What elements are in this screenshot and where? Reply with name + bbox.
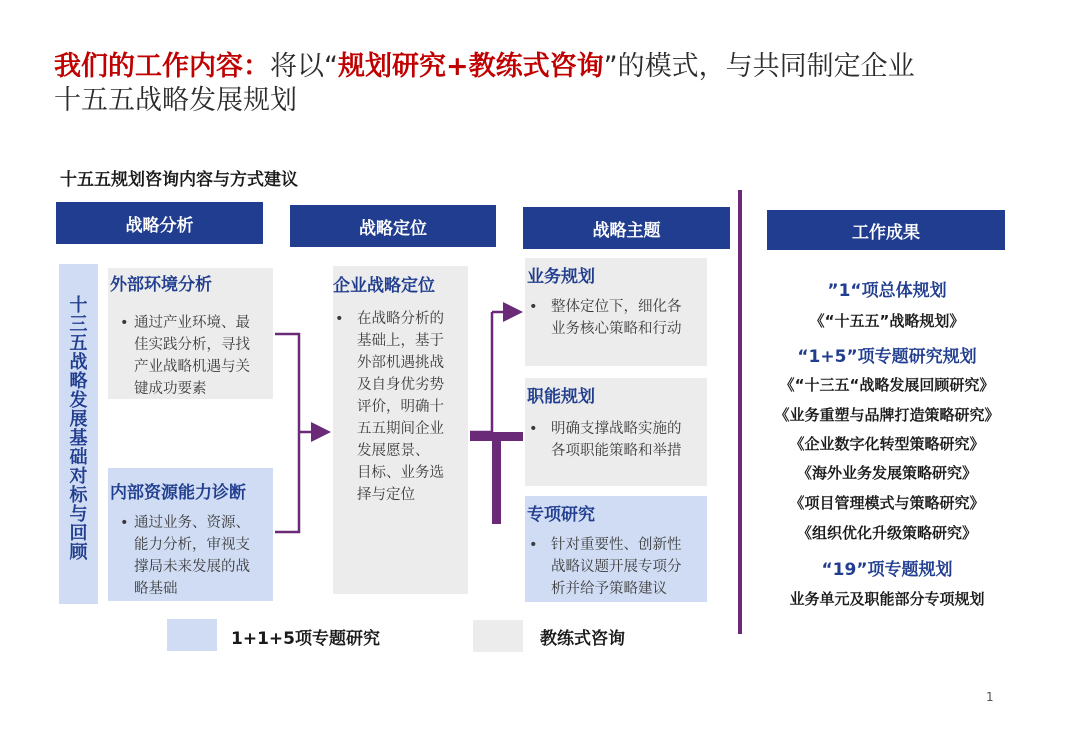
header-positioning: 战略定位 [290, 205, 496, 247]
text-line: 略基础 [134, 581, 178, 597]
text-line: 能力分析，审视支 [134, 537, 250, 553]
vertical-char: 与 [69, 504, 88, 525]
text-line: 基础上，基于 [357, 333, 444, 349]
text-line: 整体定位下，细化各 [551, 299, 682, 315]
vertical-char: 发 [69, 390, 88, 411]
header-results: 工作成果 [767, 210, 1005, 250]
vertical-char: 回 [69, 523, 88, 544]
page-number: 1 [986, 690, 994, 704]
header-analysis: 战略分析 [56, 202, 263, 244]
text-line: 外部机遇挑战 [357, 355, 444, 371]
text-line: 五五期间企业 [357, 421, 444, 437]
text-line: 针对重要性、创新性 [551, 537, 682, 553]
vertical-char: 础 [69, 447, 88, 468]
vertical-char: 略 [69, 371, 88, 392]
vertical-char: 三 [69, 314, 88, 335]
box-head: 职能规划 [527, 387, 595, 407]
legend-swatch-research [167, 619, 217, 651]
result-item: ”1“项总体规划 [827, 281, 947, 301]
bullet-dot: • [335, 311, 344, 327]
text-line: 佳实践分析，寻找 [134, 337, 250, 353]
vertical-char: 五 [69, 333, 88, 354]
legend-label-research: 1+1+5项专题研究 [231, 629, 380, 649]
header-theme: 战略主题 [523, 207, 730, 249]
result-item: “19”项专题规划 [821, 560, 953, 580]
text-line: 明确支撑战略实施的 [551, 421, 682, 437]
text-line: 战略议题开展专项分 [551, 559, 682, 575]
bullet-dot: • [529, 299, 538, 315]
text-line: 通过业务、资源、 [134, 515, 250, 531]
text-line: 产业战略机遇与关 [134, 359, 250, 375]
bullet-dot: • [120, 315, 129, 331]
result-item: 《“十五五”战略规划》 [809, 312, 965, 330]
text-line: 发展愿景、 [357, 443, 430, 459]
result-item: 《海外业务发展策略研究》 [796, 464, 977, 482]
result-item: “1+5”项专题研究规划 [797, 347, 977, 367]
text-line: 目标、业务选 [357, 465, 444, 481]
vertical-char: 展 [69, 409, 88, 430]
legend-label-coaching: 教练式咨询 [540, 629, 625, 649]
result-item: 业务单元及职能部分专项规划 [789, 590, 985, 608]
section-subtitle: 十五五规划咨询内容与方式建议 [60, 170, 298, 190]
title-black-2: ”的模式，与共同制定企业 [603, 51, 915, 82]
text-line: 撑局未来发展的战 [134, 559, 250, 575]
title-black-1: 将以“ [270, 51, 338, 82]
t-bar-stem [492, 432, 501, 524]
bullet-dot: • [529, 537, 538, 553]
text-line: 键成功要素 [134, 381, 207, 397]
bullet-dot: • [529, 421, 538, 437]
bracket-analysis [275, 334, 299, 532]
vertical-char: 对 [69, 466, 88, 487]
result-item: 《企业数字化转型策略研究》 [789, 435, 985, 453]
title-red-1: 我们的工作内容： [54, 51, 270, 82]
text-line: 评价，明确十 [357, 399, 444, 415]
text-line: 择与定位 [357, 487, 415, 503]
title-line-2: 十五五战略发展规划 [54, 85, 297, 116]
result-item: 《“十三五“战略发展回顾研究》 [779, 376, 995, 394]
result-item: 《组织优化升级策略研究》 [796, 524, 977, 542]
vertical-char: 顾 [69, 542, 88, 563]
text-line: 在战略分析的 [357, 311, 444, 327]
result-item: 《项目管理模式与策略研究》 [789, 494, 985, 512]
text-line: 各项职能策略和举措 [551, 443, 682, 459]
vertical-char: 标 [69, 485, 88, 506]
vertical-char: 基 [69, 428, 88, 449]
text-line: 通过产业环境、最 [134, 315, 250, 331]
text-line: 及自身优劣势 [357, 377, 444, 393]
box-head: 业务规划 [527, 267, 595, 287]
text-line: 业务核心策略和行动 [551, 321, 682, 337]
bullet-dot: • [120, 515, 129, 531]
title-red-2: 规划研究+教练式咨询 [338, 51, 604, 82]
box-head: 外部环境分析 [110, 275, 212, 295]
vertical-char: 十 [69, 295, 88, 316]
legend-swatch-coaching [473, 620, 523, 652]
vertical-char: 战 [69, 352, 88, 373]
box-head: 企业战略定位 [333, 276, 435, 296]
text-line: 析并给予策略建议 [551, 581, 667, 597]
box-head: 内部资源能力诊断 [110, 483, 246, 503]
result-item: 《业务重塑与品牌打造策略研究》 [774, 406, 1000, 424]
box-head: 专项研究 [527, 505, 595, 525]
